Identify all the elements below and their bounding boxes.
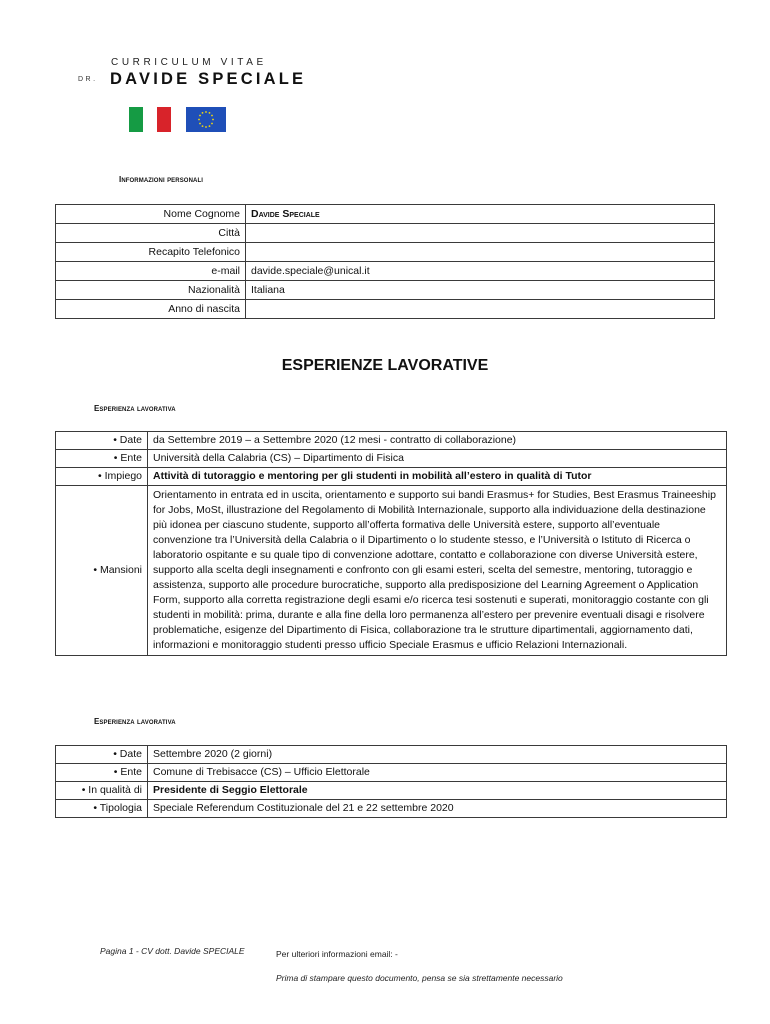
table-row	[56, 800, 727, 818]
footer-print-note: Prima di stampare questo documento, pensa se sia strettamente necessario	[276, 973, 563, 983]
table-row	[56, 764, 727, 782]
footer-page-label: Pagina 1 - CV dott. Davide SPECIALE	[100, 946, 245, 956]
table-row	[56, 300, 715, 319]
table-row	[56, 468, 727, 486]
field-value	[246, 243, 715, 262]
field-label: e-mail	[56, 262, 246, 281]
field-value: Settembre 2020 (2 giorni)	[148, 746, 727, 764]
field-label: • Date	[56, 746, 148, 764]
experiences-title: ESPERIENZE LAVORATIVE	[281, 357, 489, 374]
field-label: • Impiego	[56, 468, 148, 486]
field-value: Speciale Referendum Costituzionale del 21 e 22 settembre 2020	[148, 800, 727, 818]
field-value: Orientamento in entrata ed in uscita, orientamento e supporto sui bandi Erasmus+ for Studies, Best Erasmus Traineeship for Jobs, MoSt, illustrazione del Regolamento di Mobilità Internazionale, supporto alla individuazione della destinazione più idonea per ciascuno studente, supporto all’offerta formativa delle Università estere, supporto all’eventuale convenzione tra l’Università della Calabria o il Dipartimento o lo studente stesso, e l’Università o Istituto di Ricerca o laboratorio ospitante e su quale tipo di convenzione adottare, contatto e collaborazione con diverse Università estere, supporto alla scelta degli insegnamenti e confronto con gli esami esteri, scelta del semestre, mentoring, tutoraggio e assistenza, supporto alle procedure burocratiche, supporto alla predisposizione del Learning Agreement o Application Form, supporto alla corretta registrazione degli esami e/o ricerca tesi sostenuti e superati, monitoraggio costante con gli studenti in mobilità: prima, durante e alla fine della loro permanenza all’estero per prevenire eventuali disagi e risolvere problematiche, esigenze del Dipartimento di Fisica, collaborazione tra le strutture dipartimentali, aggiornamento dati, informazioni e monitoraggio studenti presso ufficio Speciale Erasmus e ufficio Relazioni Internazionali.	[148, 486, 727, 656]
table-row	[56, 243, 715, 262]
field-label: • Ente	[56, 450, 148, 468]
personal-info-table	[55, 204, 715, 319]
full-name: DAVIDE SPECIALE	[110, 70, 307, 88]
table-row	[56, 782, 727, 800]
field-value: Attività di tutoraggio e mentoring per gli studenti in mobilità all’estero in qualità di Tutor	[148, 468, 727, 486]
field-label: Città	[56, 224, 246, 243]
table-row	[56, 746, 727, 764]
table-row	[56, 205, 715, 224]
experience-heading: Esperienza lavorativa	[94, 717, 176, 726]
field-label: Recapito Telefonico	[56, 243, 246, 262]
experience-table	[55, 745, 727, 818]
field-label: • Mansioni	[56, 486, 148, 656]
title-prefix: DR.	[78, 76, 98, 83]
field-value: davide.speciale@unical.it	[246, 262, 715, 281]
field-value: Davide Speciale	[246, 205, 715, 224]
personal-info-heading: Informazioni personali	[119, 175, 203, 184]
field-label: • Ente	[56, 764, 148, 782]
eu-stars	[186, 107, 226, 132]
field-label: • Date	[56, 432, 148, 450]
field-value: Università della Calabria (CS) – Dipartimento di Fisica	[148, 450, 727, 468]
field-value: Italiana	[246, 281, 715, 300]
name-row	[78, 70, 306, 89]
cv-label: CURRICULUM VITAE	[111, 57, 267, 68]
table-row	[56, 224, 715, 243]
field-label: • Tipologia	[56, 800, 148, 818]
table-row	[56, 486, 727, 656]
field-value: Presidente di Seggio Elettorale	[148, 782, 727, 800]
italy-flag-green	[129, 107, 143, 132]
experience-table	[55, 431, 727, 656]
field-value	[246, 224, 715, 243]
eu-flag-icon	[186, 107, 226, 132]
table-row	[56, 432, 727, 450]
italy-flag-icon	[129, 107, 171, 132]
field-label: Anno di nascita	[56, 300, 246, 319]
field-label: Nazionalità	[56, 281, 246, 300]
footer-info: Per ulteriori informazioni email: -	[276, 949, 398, 959]
field-value: Comune di Trebisacce (CS) – Ufficio Elettorale	[148, 764, 727, 782]
experience-heading: Esperienza lavorativa	[94, 404, 176, 413]
field-label: • In qualità di	[56, 782, 148, 800]
field-label: Nome Cognome	[56, 205, 246, 224]
table-row	[56, 262, 715, 281]
italy-flag-red	[157, 107, 171, 132]
table-row	[56, 281, 715, 300]
field-value	[246, 300, 715, 319]
table-row	[56, 450, 727, 468]
field-value: da Settembre 2019 – a Settembre 2020 (12 mesi - contratto di collaborazione)	[148, 432, 727, 450]
italy-flag-white	[143, 107, 157, 132]
